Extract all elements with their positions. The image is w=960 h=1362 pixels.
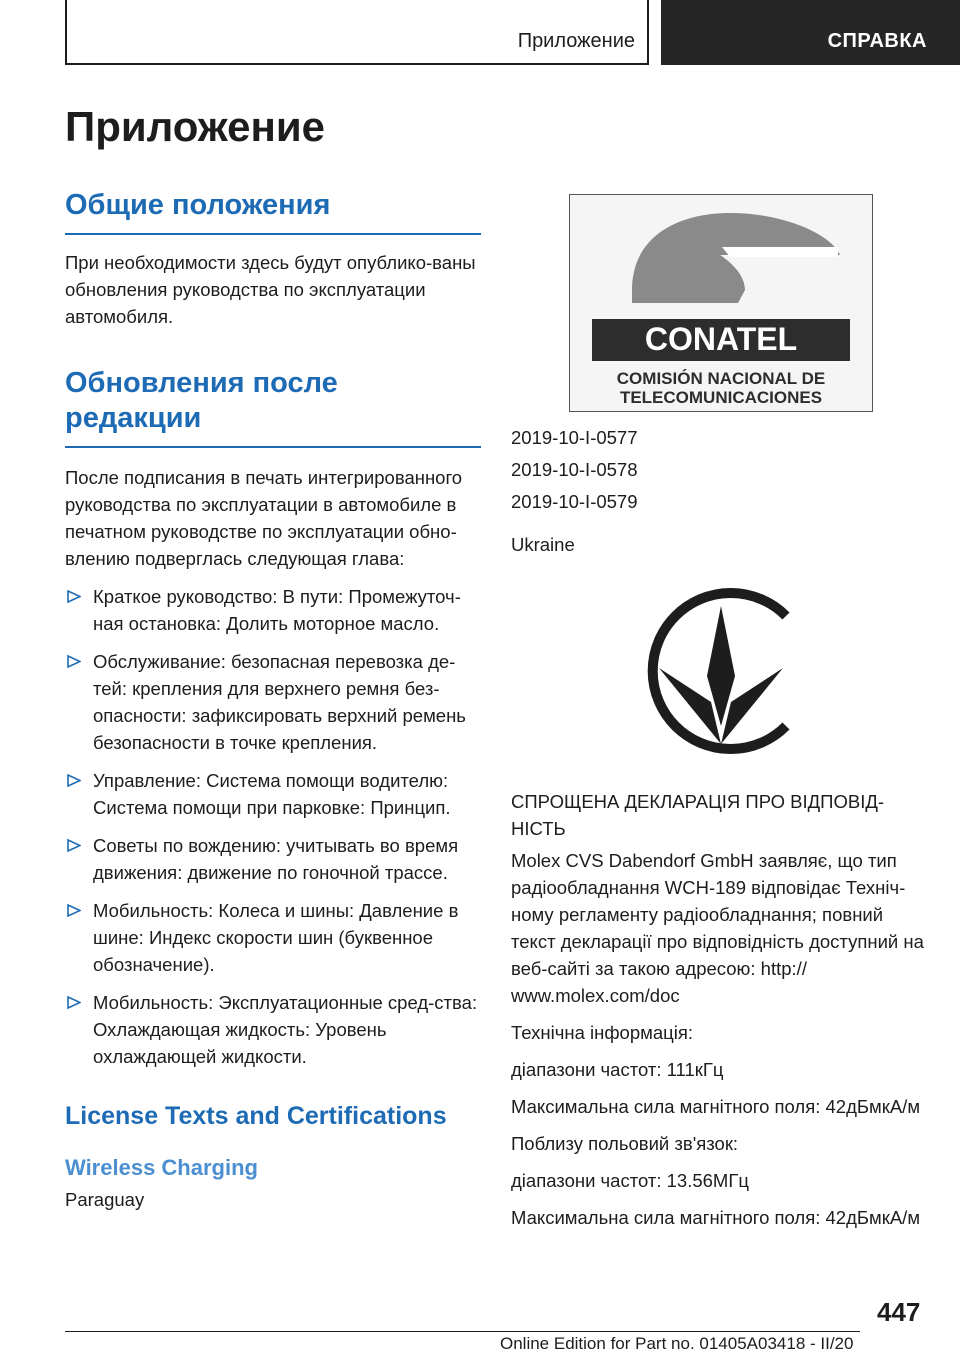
cert-code: 2019-10-I-0577	[511, 427, 638, 448]
triangle-bullet-icon	[67, 774, 81, 787]
general-text: При необходимости здесь будут опублико-ваны обновления руководства по эксплуатации автомобиля.	[65, 252, 476, 327]
footer-divider	[65, 1331, 860, 1332]
paraguay-label: Paraguay	[65, 1189, 145, 1210]
list-item	[65, 897, 481, 978]
triangle-bullet-icon	[67, 655, 81, 668]
near-field-label: Поблизу польовий зв'язок:	[511, 1133, 739, 1154]
cert-code: 2019-10-I-0578	[511, 459, 638, 480]
updates-heading	[65, 366, 481, 448]
magnetic-field-2: Максимальна сила магнітного поля: 42дБмкА/м	[511, 1207, 921, 1228]
list-item	[65, 832, 481, 886]
list-item	[65, 989, 481, 1070]
country-label: Ukraine	[511, 534, 575, 555]
cert-code: 2019-10-I-0579	[511, 491, 638, 512]
list-item-text: Управление: Система помощи водителю: Система помощи при парковке: Принцип.	[93, 770, 451, 818]
frequency-range-1: діапазони частот: 111кГц	[511, 1059, 724, 1080]
conatel-line1: COMISIÓN NACIONAL DE	[616, 369, 826, 388]
list-item-text: Мобильность: Колеса и шины: Давление в шине: Индекс скорости шин (буквенное обозначение).	[93, 900, 459, 975]
list-item-text: Краткое руководство: В пути: Промежуточ-ная остановка: Долить моторное масло.	[93, 586, 461, 634]
magnetic-field-1: Максимальна сила магнітного поля: 42дБмкА/м	[511, 1096, 921, 1117]
left-column	[65, 188, 481, 1213]
triangle-bullet-icon	[67, 839, 81, 852]
declaration-text: Molex CVS Dabendorf GmbH заявляє, що тип радіообладнання WCH-189 відповідає Техніч-ному регламенту радіообладнання; повний текст декларації про відповідність доступний на веб-сайті за такою адресою: http:// www.molex.com/doc	[511, 850, 924, 1006]
ukraine-conformity-mark-icon	[631, 576, 811, 766]
page-title: Приложение	[65, 103, 326, 150]
declaration-title: СПРОЩЕНА ДЕКЛАРАЦІЯ ПРО ВІДПОВІД-НІСТЬ	[511, 791, 885, 839]
page-number: 447	[877, 1297, 921, 1327]
frequency-range-2: діапазони частот: 13.56МГц	[511, 1170, 749, 1191]
license-heading: License Texts and Certifications	[65, 1102, 447, 1130]
list-item	[65, 767, 481, 821]
triangle-bullet-icon	[67, 904, 81, 917]
header-section-tab	[65, 0, 649, 65]
conatel-line2: TELECOMUNICACIONES	[619, 388, 823, 407]
conatel-logo	[569, 194, 873, 412]
conatel-logo-graphic	[570, 195, 872, 411]
tech-info-label: Технічна інформація:	[511, 1022, 694, 1043]
header-category-label: СПРАВКА	[827, 30, 927, 52]
updates-list	[65, 583, 481, 1070]
updates-text: После подписания в печать интегрированного руководства по эксплуатации в автомобиле в печатном руководстве по эксплуатации обно-влению подверглась следующая глава:	[65, 467, 463, 569]
triangle-bullet-icon	[67, 996, 81, 1009]
list-item-text: Советы по вождению: учитывать во время движения: движение по гоночной трассе.	[93, 835, 459, 883]
general-heading: Общие положения	[65, 188, 481, 235]
edition-label: Online Edition for Part no. 01405A03418 - II/20	[500, 1334, 854, 1353]
triangle-bullet-icon	[67, 590, 81, 603]
conatel-brand: CONATEL	[644, 321, 798, 357]
header-section-label: Приложение	[517, 30, 635, 52]
list-item-text: Мобильность: Эксплуатационные сред-ства: Охлаждающая жидкость: Уровень охлаждающей жидкости.	[93, 992, 478, 1067]
list-item-text: Обслуживание: безопасная перевозка де-тей: крепления для верхнего ремня без-опасности: зафиксировать верхний ремень безопасности в точке крепления.	[93, 651, 466, 753]
right-column	[511, 194, 931, 1231]
updates-heading-line2: редакции	[65, 402, 202, 434]
header-category-tab	[661, 0, 960, 65]
list-item	[65, 583, 481, 637]
wireless-charging-heading: Wireless Charging	[65, 1155, 258, 1180]
list-item	[65, 648, 481, 756]
updates-heading-line1: Обновления после	[65, 367, 338, 399]
